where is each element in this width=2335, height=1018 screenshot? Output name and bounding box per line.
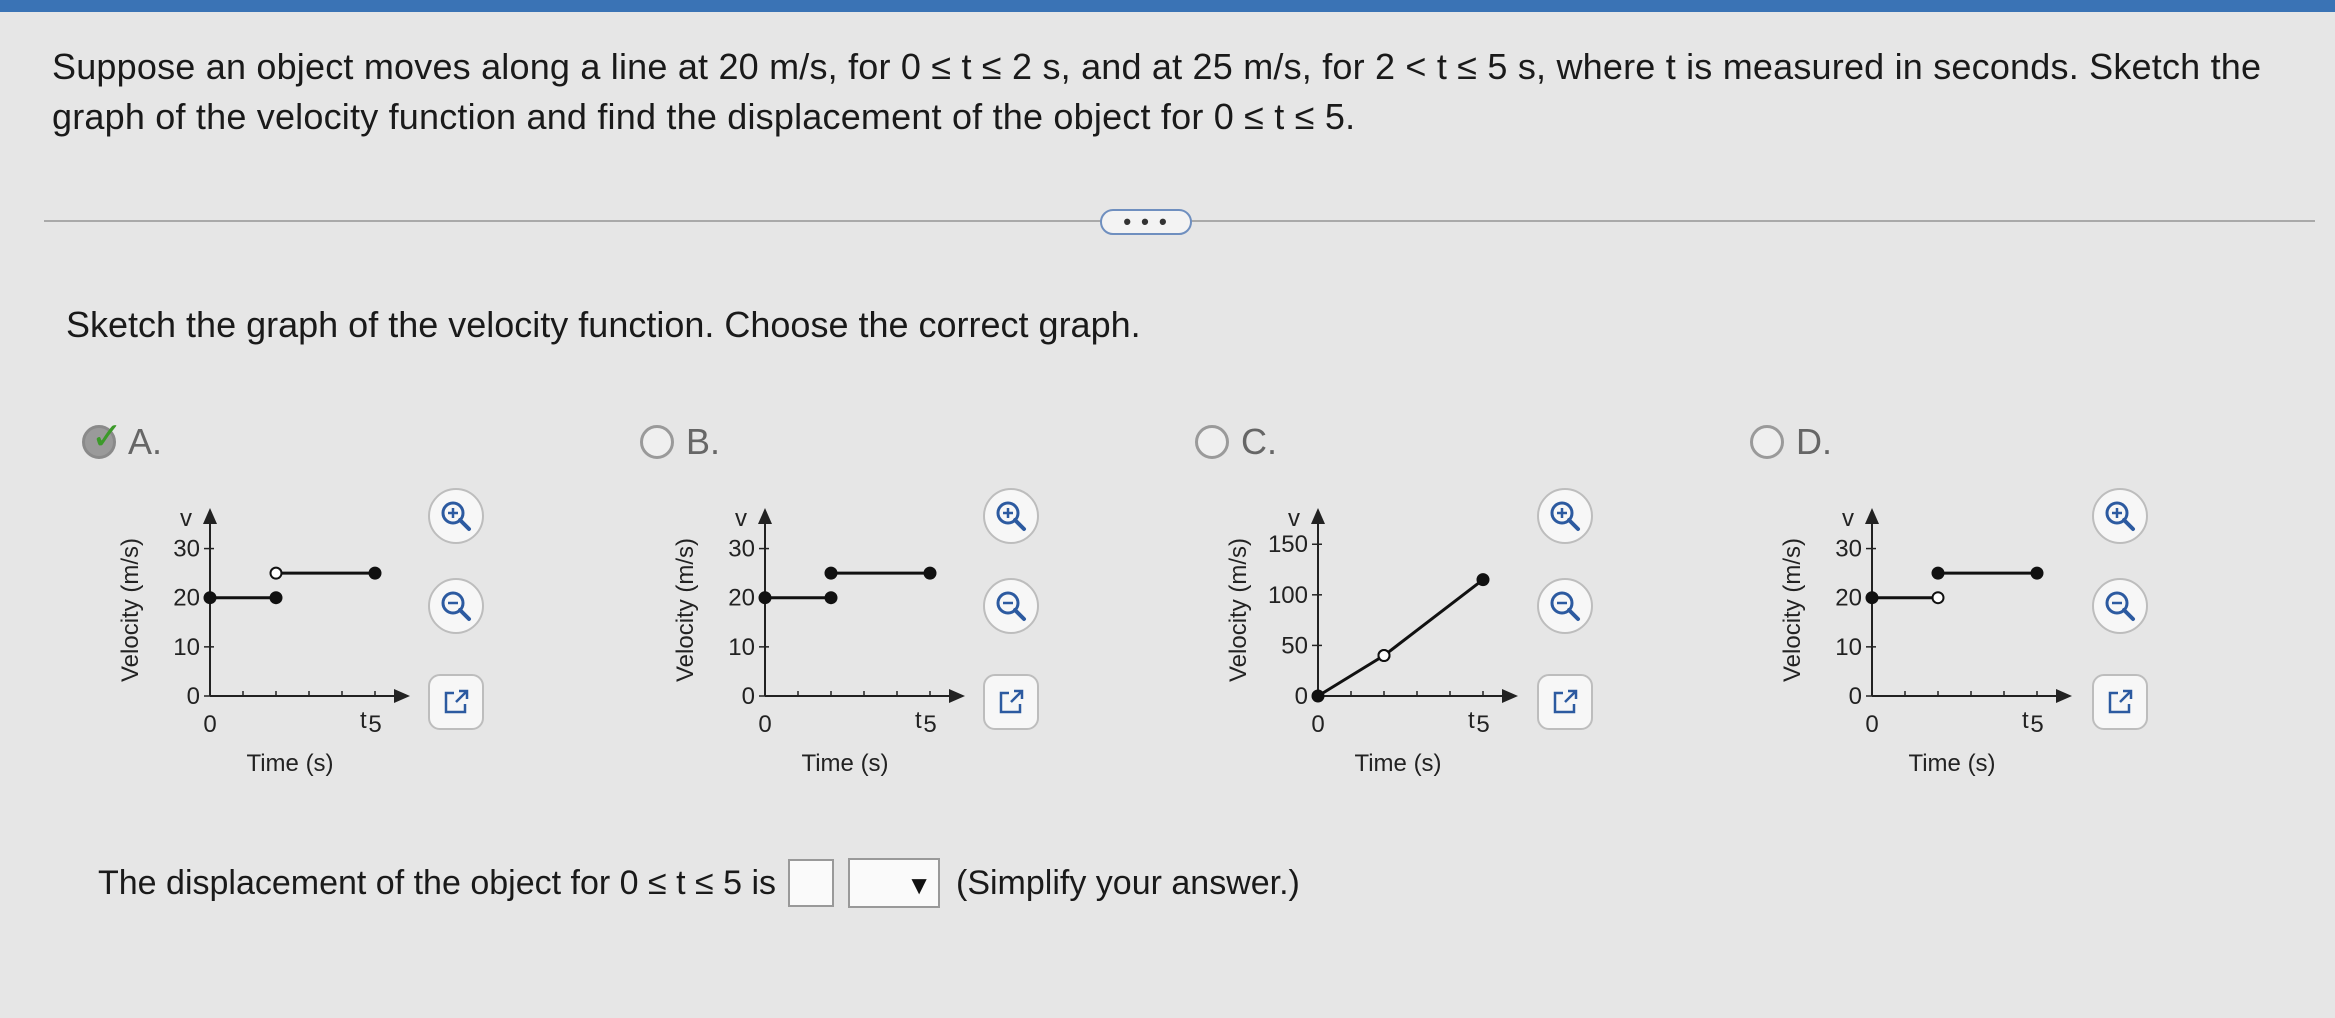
more-button[interactable]: • • • xyxy=(1100,209,1192,235)
y-tick-label: 20 xyxy=(173,584,200,612)
y-axis-var: v xyxy=(1842,505,1854,532)
y-tick-label: 100 xyxy=(1267,581,1308,609)
open-new-window-button[interactable] xyxy=(2092,674,2148,730)
option-a-radio[interactable] xyxy=(82,416,123,459)
open-new-window-icon xyxy=(1550,687,1580,717)
x-tick-label: 5 xyxy=(923,711,937,738)
zoom-out-button[interactable] xyxy=(983,578,1039,634)
option-c-radio[interactable] xyxy=(1195,425,1229,459)
x-axis-arrow xyxy=(2056,689,2072,703)
x-tick-label: 0 xyxy=(203,711,217,738)
checkmark-icon: ✓ xyxy=(91,416,123,458)
y-tick-label: 10 xyxy=(728,633,755,661)
graph-d xyxy=(1772,488,2092,793)
x-axis-label: Time (s) xyxy=(801,750,889,777)
x-tick-label: 0 xyxy=(758,711,772,738)
filled-point xyxy=(760,592,771,603)
filled-point xyxy=(205,592,216,603)
zoom-in-icon xyxy=(439,499,473,533)
y-axis-label: Velocity (m/s) xyxy=(672,537,699,683)
x-tick-label: 5 xyxy=(1476,711,1490,738)
filled-point xyxy=(370,568,381,579)
y-axis-var: v xyxy=(1288,505,1300,532)
x-tick-label: 0 xyxy=(1865,711,1879,738)
option-a-label: A. xyxy=(128,421,163,462)
y-tick-label: 10 xyxy=(1835,633,1862,661)
y-axis-label: Velocity (m/s) xyxy=(117,537,144,683)
x-axis-arrow xyxy=(1502,689,1518,703)
filled-point xyxy=(2032,568,2043,579)
y-axis-label: Velocity (m/s) xyxy=(1779,537,1806,683)
zoom-out-button[interactable] xyxy=(1537,578,1593,634)
unit-dropdown[interactable] xyxy=(848,858,940,908)
dropdown-arrow-icon: ▼ xyxy=(906,870,932,900)
y-tick-label: 20 xyxy=(1835,584,1862,612)
zoom-out-icon xyxy=(1548,589,1582,623)
x-axis-label: Time (s) xyxy=(1908,750,1996,777)
zoom-out-icon xyxy=(439,589,473,623)
instruction-text: Sketch the graph of the velocity function. Choose the correct graph. xyxy=(66,304,1141,345)
zoom-out-icon xyxy=(994,589,1028,623)
y-axis-arrow xyxy=(1311,508,1325,524)
filled-point xyxy=(1933,568,1944,579)
y-tick-label: 0 xyxy=(186,683,200,710)
open-new-window-icon xyxy=(996,687,1026,717)
x-tick-label: 5 xyxy=(368,711,382,738)
zoom-in-button[interactable] xyxy=(1537,488,1593,544)
option-b-radio[interactable] xyxy=(640,425,674,459)
open-point xyxy=(1379,650,1390,661)
y-tick-label: 30 xyxy=(1835,535,1862,563)
open-point xyxy=(1933,592,1944,603)
y-tick-label: 0 xyxy=(741,683,755,710)
top-bar xyxy=(0,0,2335,12)
x-tick-label: 5 xyxy=(2030,711,2044,738)
option-b-label: B. xyxy=(686,421,721,462)
open-new-window-button[interactable] xyxy=(1537,674,1593,730)
x-axis-var: t xyxy=(360,707,367,734)
option-d[interactable] xyxy=(1750,418,1832,466)
zoom-out-button[interactable] xyxy=(2092,578,2148,634)
zoom-out-button[interactable] xyxy=(428,578,484,634)
y-tick-label: 50 xyxy=(1281,632,1308,660)
question-text: Suppose an object moves along a line at 20 m/s, for 0 ≤ t ≤ 2 s, and at 25 m/s, for 2 < t ≤ 5 s, where t is measured in seconds. Sketch the graph of the velocity function and find the displacement of the object for 0 ≤ t ≤ 5. xyxy=(52,46,2262,137)
zoom-out-icon xyxy=(2103,589,2137,623)
open-new-window-icon xyxy=(2105,687,2135,717)
x-axis-arrow xyxy=(394,689,410,703)
y-axis-arrow xyxy=(203,508,217,524)
filled-point xyxy=(1313,691,1324,702)
x-tick-label: 0 xyxy=(1311,711,1325,738)
option-c-label: C. xyxy=(1241,421,1277,462)
open-new-window-button[interactable] xyxy=(983,674,1039,730)
y-axis-arrow xyxy=(1865,508,1879,524)
y-tick-label: 20 xyxy=(728,584,755,612)
velocity-graph xyxy=(1772,488,2092,788)
y-tick-label: 0 xyxy=(1294,683,1308,710)
data-segment xyxy=(1384,580,1483,656)
velocity-graph xyxy=(665,488,985,788)
y-axis-label: Velocity (m/s) xyxy=(1225,537,1252,683)
x-axis-var: t xyxy=(1468,707,1475,734)
zoom-in-button[interactable] xyxy=(983,488,1039,544)
y-axis-arrow xyxy=(758,508,772,524)
x-axis-var: t xyxy=(2022,707,2029,734)
y-axis-var: v xyxy=(735,505,747,532)
x-axis-label: Time (s) xyxy=(246,750,334,777)
y-tick-label: 30 xyxy=(173,535,200,563)
y-tick-label: 10 xyxy=(173,633,200,661)
velocity-graph xyxy=(110,488,430,788)
zoom-in-button[interactable] xyxy=(2092,488,2148,544)
option-c[interactable] xyxy=(1195,418,1277,466)
x-axis-var: t xyxy=(915,707,922,734)
graph-c xyxy=(1218,488,1538,793)
velocity-graph xyxy=(1218,488,1538,788)
option-b[interactable] xyxy=(640,418,720,466)
answer-input[interactable] xyxy=(788,859,834,907)
graph-a xyxy=(110,488,430,793)
answer-prefix: The displacement of the object for 0 ≤ t ≤ 5 is xyxy=(98,863,776,902)
x-axis-label: Time (s) xyxy=(1354,750,1442,777)
zoom-in-icon xyxy=(2103,499,2137,533)
filled-point xyxy=(1478,574,1489,585)
filled-point xyxy=(925,568,936,579)
open-new-window-icon xyxy=(441,687,471,717)
graph-b xyxy=(665,488,985,793)
zoom-in-icon xyxy=(1548,499,1582,533)
simplify-hint: (Simplify your answer.) xyxy=(956,863,1300,902)
x-axis-arrow xyxy=(949,689,965,703)
data-segment xyxy=(1318,656,1384,696)
open-new-window-button[interactable] xyxy=(428,674,484,730)
y-tick-label: 0 xyxy=(1848,683,1862,710)
filled-point xyxy=(826,568,837,579)
filled-point xyxy=(1867,592,1878,603)
zoom-in-icon xyxy=(994,499,1028,533)
option-a[interactable] xyxy=(82,418,162,466)
open-point xyxy=(271,568,282,579)
option-d-label: D. xyxy=(1796,421,1832,462)
option-d-radio[interactable] xyxy=(1750,425,1784,459)
zoom-in-button[interactable] xyxy=(428,488,484,544)
filled-point xyxy=(271,592,282,603)
y-axis-var: v xyxy=(180,505,192,532)
y-tick-label: 150 xyxy=(1267,531,1308,559)
y-tick-label: 30 xyxy=(728,535,755,563)
answer-line xyxy=(98,858,1300,908)
filled-point xyxy=(826,592,837,603)
